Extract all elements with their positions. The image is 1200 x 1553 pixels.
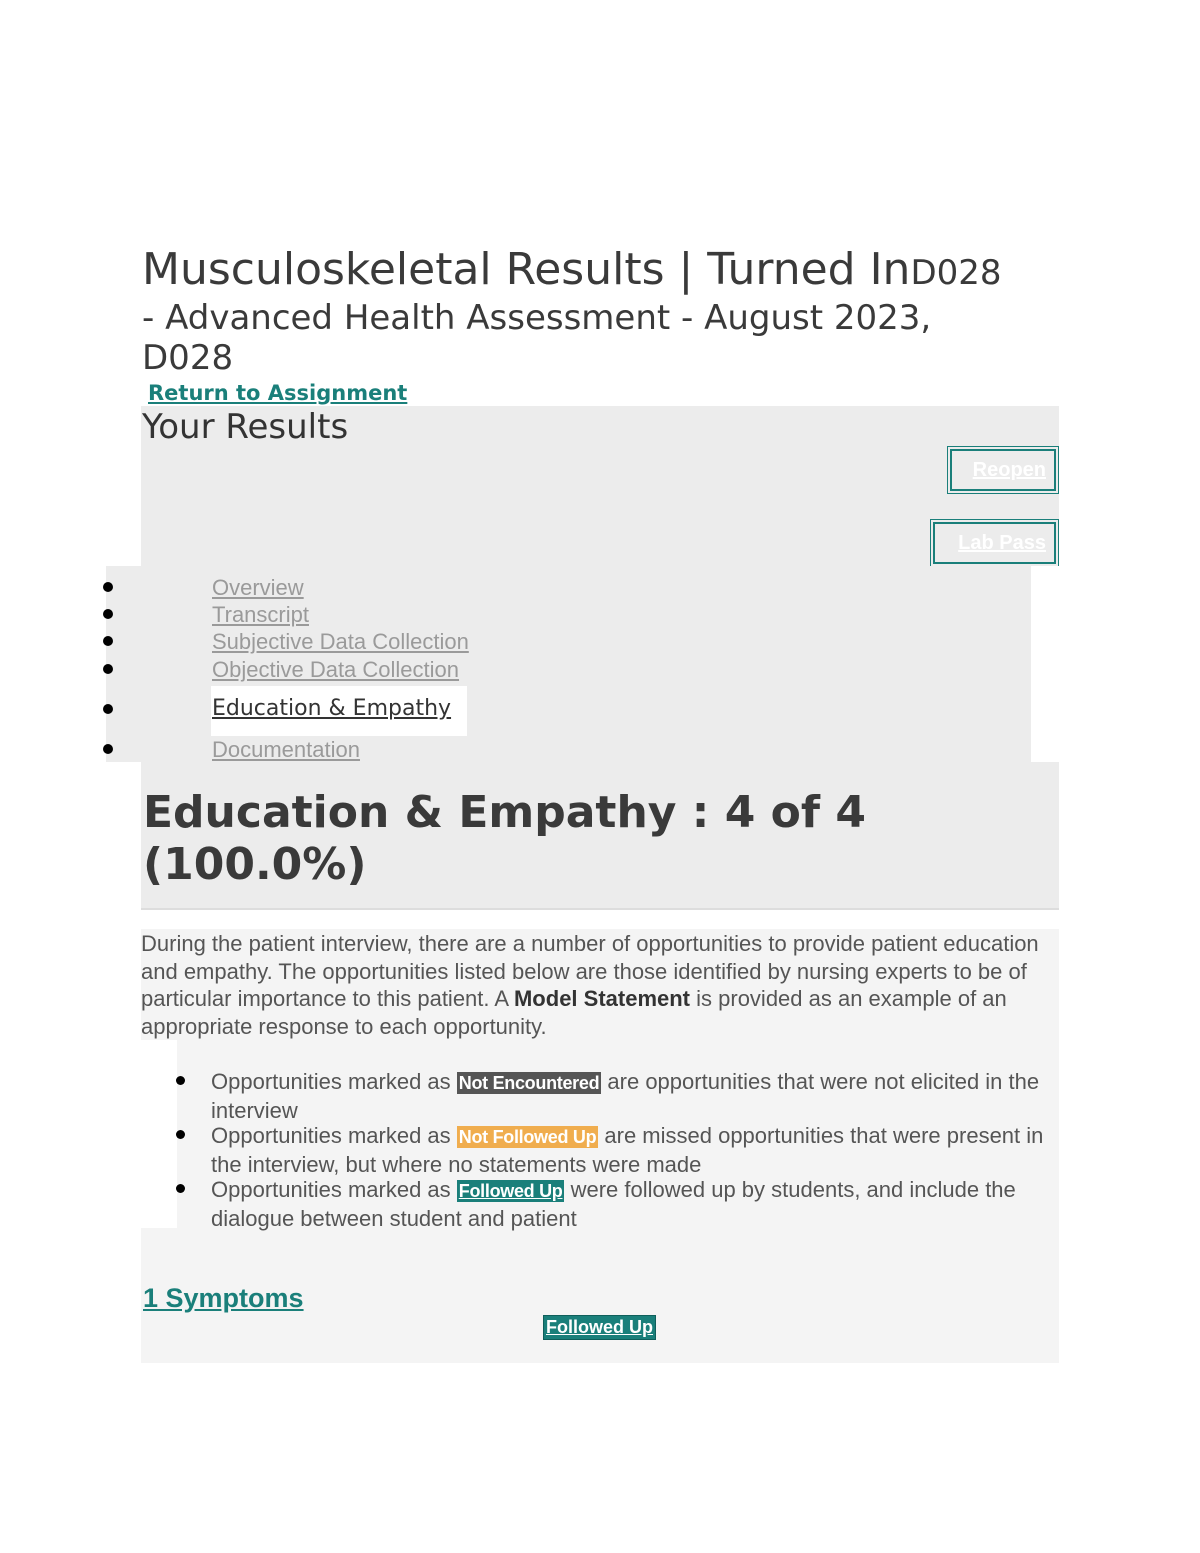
legend-indent <box>141 1040 177 1228</box>
section-heading <box>143 787 866 891</box>
legend-item-followed-up <box>211 1176 1059 1232</box>
nav-item-overview[interactable]: Overview <box>212 575 304 600</box>
nav-bullet <box>103 609 113 619</box>
description-outro: is provided as an example of an appropriate response to each opportunity. <box>141 986 1007 1039</box>
reopen-button-label: Reopen <box>972 458 1046 481</box>
nav-item-documentation[interactable]: Documentation <box>212 737 360 762</box>
nav-item-transcript[interactable]: Transcript <box>212 602 309 627</box>
legend-prefix: Opportunities marked as <box>211 1177 457 1202</box>
nav-bullet <box>103 704 113 714</box>
legend-item-not-followed-up <box>211 1122 1059 1178</box>
legend-prefix: Opportunities marked as <box>211 1069 457 1094</box>
page-title <box>142 244 1002 299</box>
not-encountered-badge: Not Encountered <box>458 1073 600 1093</box>
lab-pass-button-label: Lab Pass <box>958 531 1046 554</box>
legend-bullet <box>176 1184 185 1193</box>
course-code: D028 <box>910 253 1002 293</box>
legend-suffix: are opportunities that were not elicited in the interview <box>211 1069 1040 1123</box>
nav-item-education-empathy[interactable]: Education & Empathy <box>212 696 452 721</box>
return-to-assignment-link[interactable]: Return to Assignment <box>148 381 408 405</box>
page-title-text: Musculoskeletal Results | Turned In <box>142 244 911 295</box>
opportunity-status-badge: Followed Up <box>543 1315 656 1340</box>
nav-item-objective-data[interactable]: Objective Data Collection <box>212 657 460 682</box>
course-name: - Advanced Health Assessment - August 2023, <box>142 298 932 338</box>
section-heading-score: Education & Empathy : 4 of 4 <box>143 787 866 838</box>
nav-bullet <box>103 636 113 646</box>
reopen-button[interactable] <box>950 449 1056 491</box>
opportunity-symptoms-link[interactable]: 1 Symptoms <box>143 1283 304 1313</box>
course-code-end: D028 <box>142 338 234 378</box>
legend-bullet <box>176 1130 185 1139</box>
results-heading: Your Results <box>142 407 349 447</box>
followed-up-badge: Followed Up <box>458 1181 563 1201</box>
legend-prefix: Opportunities marked as <box>211 1123 457 1148</box>
legend-bullet <box>176 1076 185 1085</box>
nav-bullet <box>103 582 113 592</box>
legend-suffix: are missed opportunities that were present in the interview, but where no statements were made <box>211 1123 1044 1177</box>
description-text <box>141 930 1059 1040</box>
nav-bullet <box>103 664 113 674</box>
nav-item-subjective-data[interactable]: Subjective Data Collection <box>212 629 469 654</box>
description-intro: During the patient interview, there are a number of opportunities to provide patient education and empathy. The opportunities listed below are those identified by nursing experts to be of particular importance to this patient. A <box>141 931 1039 1011</box>
nav-panel-gap <box>1031 566 1059 762</box>
section-heading-percent: (100.0%) <box>143 839 367 890</box>
lab-pass-button[interactable] <box>933 522 1056 564</box>
legend-suffix: were followed up by students, and include the dialogue between student and patient <box>211 1177 1016 1231</box>
nav-bullet <box>103 744 113 754</box>
not-followed-up-badge: Not Followed Up <box>458 1127 597 1147</box>
legend-item-not-encountered <box>211 1068 1059 1124</box>
model-statement-term: Model Statement <box>513 986 691 1011</box>
